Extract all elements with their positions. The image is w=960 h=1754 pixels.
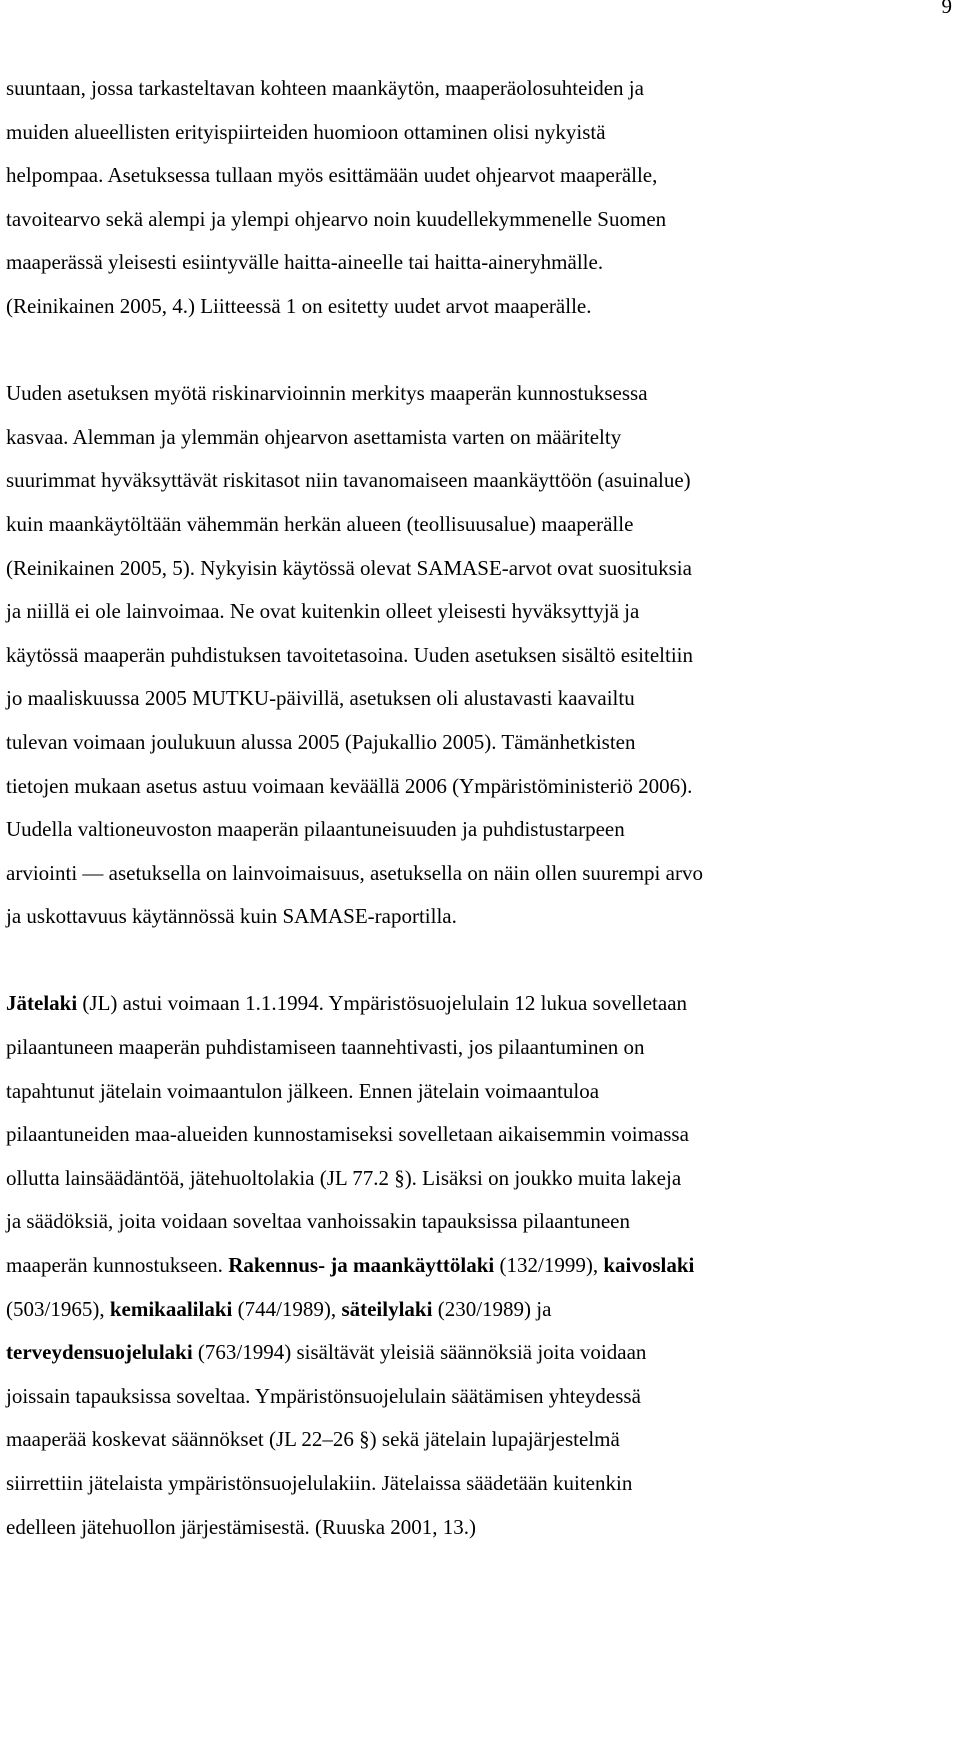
text-line: tapahtunut jätelain voimaantulon jälkeen. Ennen jätelain voimaantuloa xyxy=(6,1078,600,1103)
text-line: maaperässä yleisesti esiintyvälle haitta-aineelle tai haitta-aineryhmälle. xyxy=(6,250,604,275)
text-line: ja niillä ei ole lainvoimaa. Ne ovat kuitenkin olleet yleisesti hyväksyttyjä ja xyxy=(6,599,640,624)
text-run: (132/1999), xyxy=(494,1253,604,1278)
text-line xyxy=(6,1244,952,1288)
text-line: ja uskottavuus käytännössä kuin SAMASE-raportilla. xyxy=(6,904,457,929)
text-line: edelleen jätehuollon järjestämisestä. (Ruuska 2001, 13.) xyxy=(6,1514,477,1539)
paragraph-gap xyxy=(6,329,952,373)
law-name-rakennuslaki: Rakennus- ja maankäyttölaki xyxy=(228,1253,495,1278)
text-run: maaperän kunnostukseen. xyxy=(6,1253,229,1278)
paragraph-waste-act xyxy=(6,982,952,1549)
text-line: jo maaliskuussa 2005 MUTKU-päivillä, asetuksen oli alustavasti kaavailtu xyxy=(6,686,635,711)
text-line: suuntaan, jossa tarkasteltavan kohteen maankäytön, maaperäolosuhteiden ja xyxy=(6,76,644,100)
text-line: (Reinikainen 2005, 5). Nykyisin käytössä olevat SAMASE-arvot ovat suosituksia xyxy=(6,555,692,580)
text-line: muiden alueellisten erityispiirteiden huomioon ottaminen olisi nykyistä xyxy=(6,119,606,144)
paragraph-risk-assessment xyxy=(6,372,952,939)
text-line: suurimmat hyväksyttävät riskitasot niin tavanomaiseen maankäyttöön (asuinalue) xyxy=(6,468,691,493)
text-line: tulevan voimaan joulukuun alussa 2005 (Pajukallio 2005). Tämänhetkisten xyxy=(6,729,636,754)
text-line: pilaantuneen maaperän puhdistamiseen taannehtivasti, jos pilaantuminen on xyxy=(6,1035,645,1060)
text-line xyxy=(6,1288,952,1332)
law-name-jatelaki: Jätelaki xyxy=(6,991,78,1016)
text-line: maaperää koskevat säännökset (JL 22–26 §) sekä jätelain lupajärjestelmä xyxy=(6,1427,620,1452)
text-line: pilaantuneiden maa-alueiden kunnostamiseksi sovelletaan aikaisemmin voimassa xyxy=(6,1122,689,1147)
text-line: ja säädöksiä, joita voidaan soveltaa vanhoissakin tapauksissa pilaantuneen xyxy=(6,1209,630,1234)
text-run: (744/1989), xyxy=(232,1296,342,1321)
paragraph-gap xyxy=(6,939,952,983)
text-line: käytössä maaperän puhdistuksen tavoitetasoina. Uuden asetuksen sisältö esiteltiin xyxy=(6,642,694,667)
text-line: Uudella valtioneuvoston maaperän pilaantuneisuuden ja puhdistustarpeen xyxy=(6,817,625,842)
text-line: helpompaa. Asetuksessa tullaan myös esittämään uudet ohjearvot maaperälle, xyxy=(6,163,658,188)
text-run: (763/1994) sisältävät yleisiä säännöksiä joita voidaan xyxy=(192,1340,647,1365)
law-name-kaivoslaki: kaivoslaki xyxy=(603,1253,695,1278)
text-run: (230/1989) ja xyxy=(432,1296,552,1321)
text-run: (JL) astui voimaan 1.1.1994. Ympäristösuojelulain 12 lukua sovelletaan xyxy=(77,991,688,1016)
text-line: Uuden asetuksen myötä riskinarvioinnin merkitys maaperän kunnostuksessa xyxy=(6,381,648,406)
text-line xyxy=(6,982,952,1026)
paragraph-soil-guidelines xyxy=(6,67,952,329)
text-line: tietojen mukaan asetus astuu voimaan keväällä 2006 (Ympäristöministeriö 2006). xyxy=(6,773,693,798)
law-name-sateilylaki: säteilylaki xyxy=(341,1296,433,1321)
law-name-kemikaalilaki: kemikaalilaki xyxy=(109,1296,233,1321)
text-line: tavoitearvo sekä alempi ja ylempi ohjearvo noin kuudellekymmenelle Suomen xyxy=(6,206,667,231)
text-line: ollutta lainsäädäntöä, jätehuoltolakia (JL 77.2 §). Lisäksi on joukko muita lakeja xyxy=(6,1165,682,1190)
text-line: siirrettiin jätelaista ympäristönsuojelulakiin. Jätelaissa säädetään kuitenkin xyxy=(6,1471,633,1495)
text-line xyxy=(6,1331,952,1375)
text-line: joissain tapauksissa soveltaa. Ympäristönsuojelulain säätämisen yhteydessä xyxy=(6,1383,641,1408)
text-line: arviointi — asetuksella on lainvoimaisuus, asetuksella on näin ollen suurempi arvo xyxy=(6,860,703,885)
text-line: kuin maankäytöltään vähemmän herkän alueen (teollisuusalue) maaperälle xyxy=(6,511,634,536)
page-body xyxy=(6,67,952,1549)
text-run: (503/1965), xyxy=(6,1296,110,1321)
text-line: (Reinikainen 2005, 4.) Liitteessä 1 on esitetty uudet arvot maaperälle. xyxy=(6,293,592,318)
text-line: kasvaa. Alemman ja ylemmän ohjearvon asettamista varten on määritelty xyxy=(6,424,622,449)
page-number: 9 xyxy=(941,0,952,18)
law-name-terveydensuojelulaki: terveydensuojelulaki xyxy=(6,1340,193,1365)
